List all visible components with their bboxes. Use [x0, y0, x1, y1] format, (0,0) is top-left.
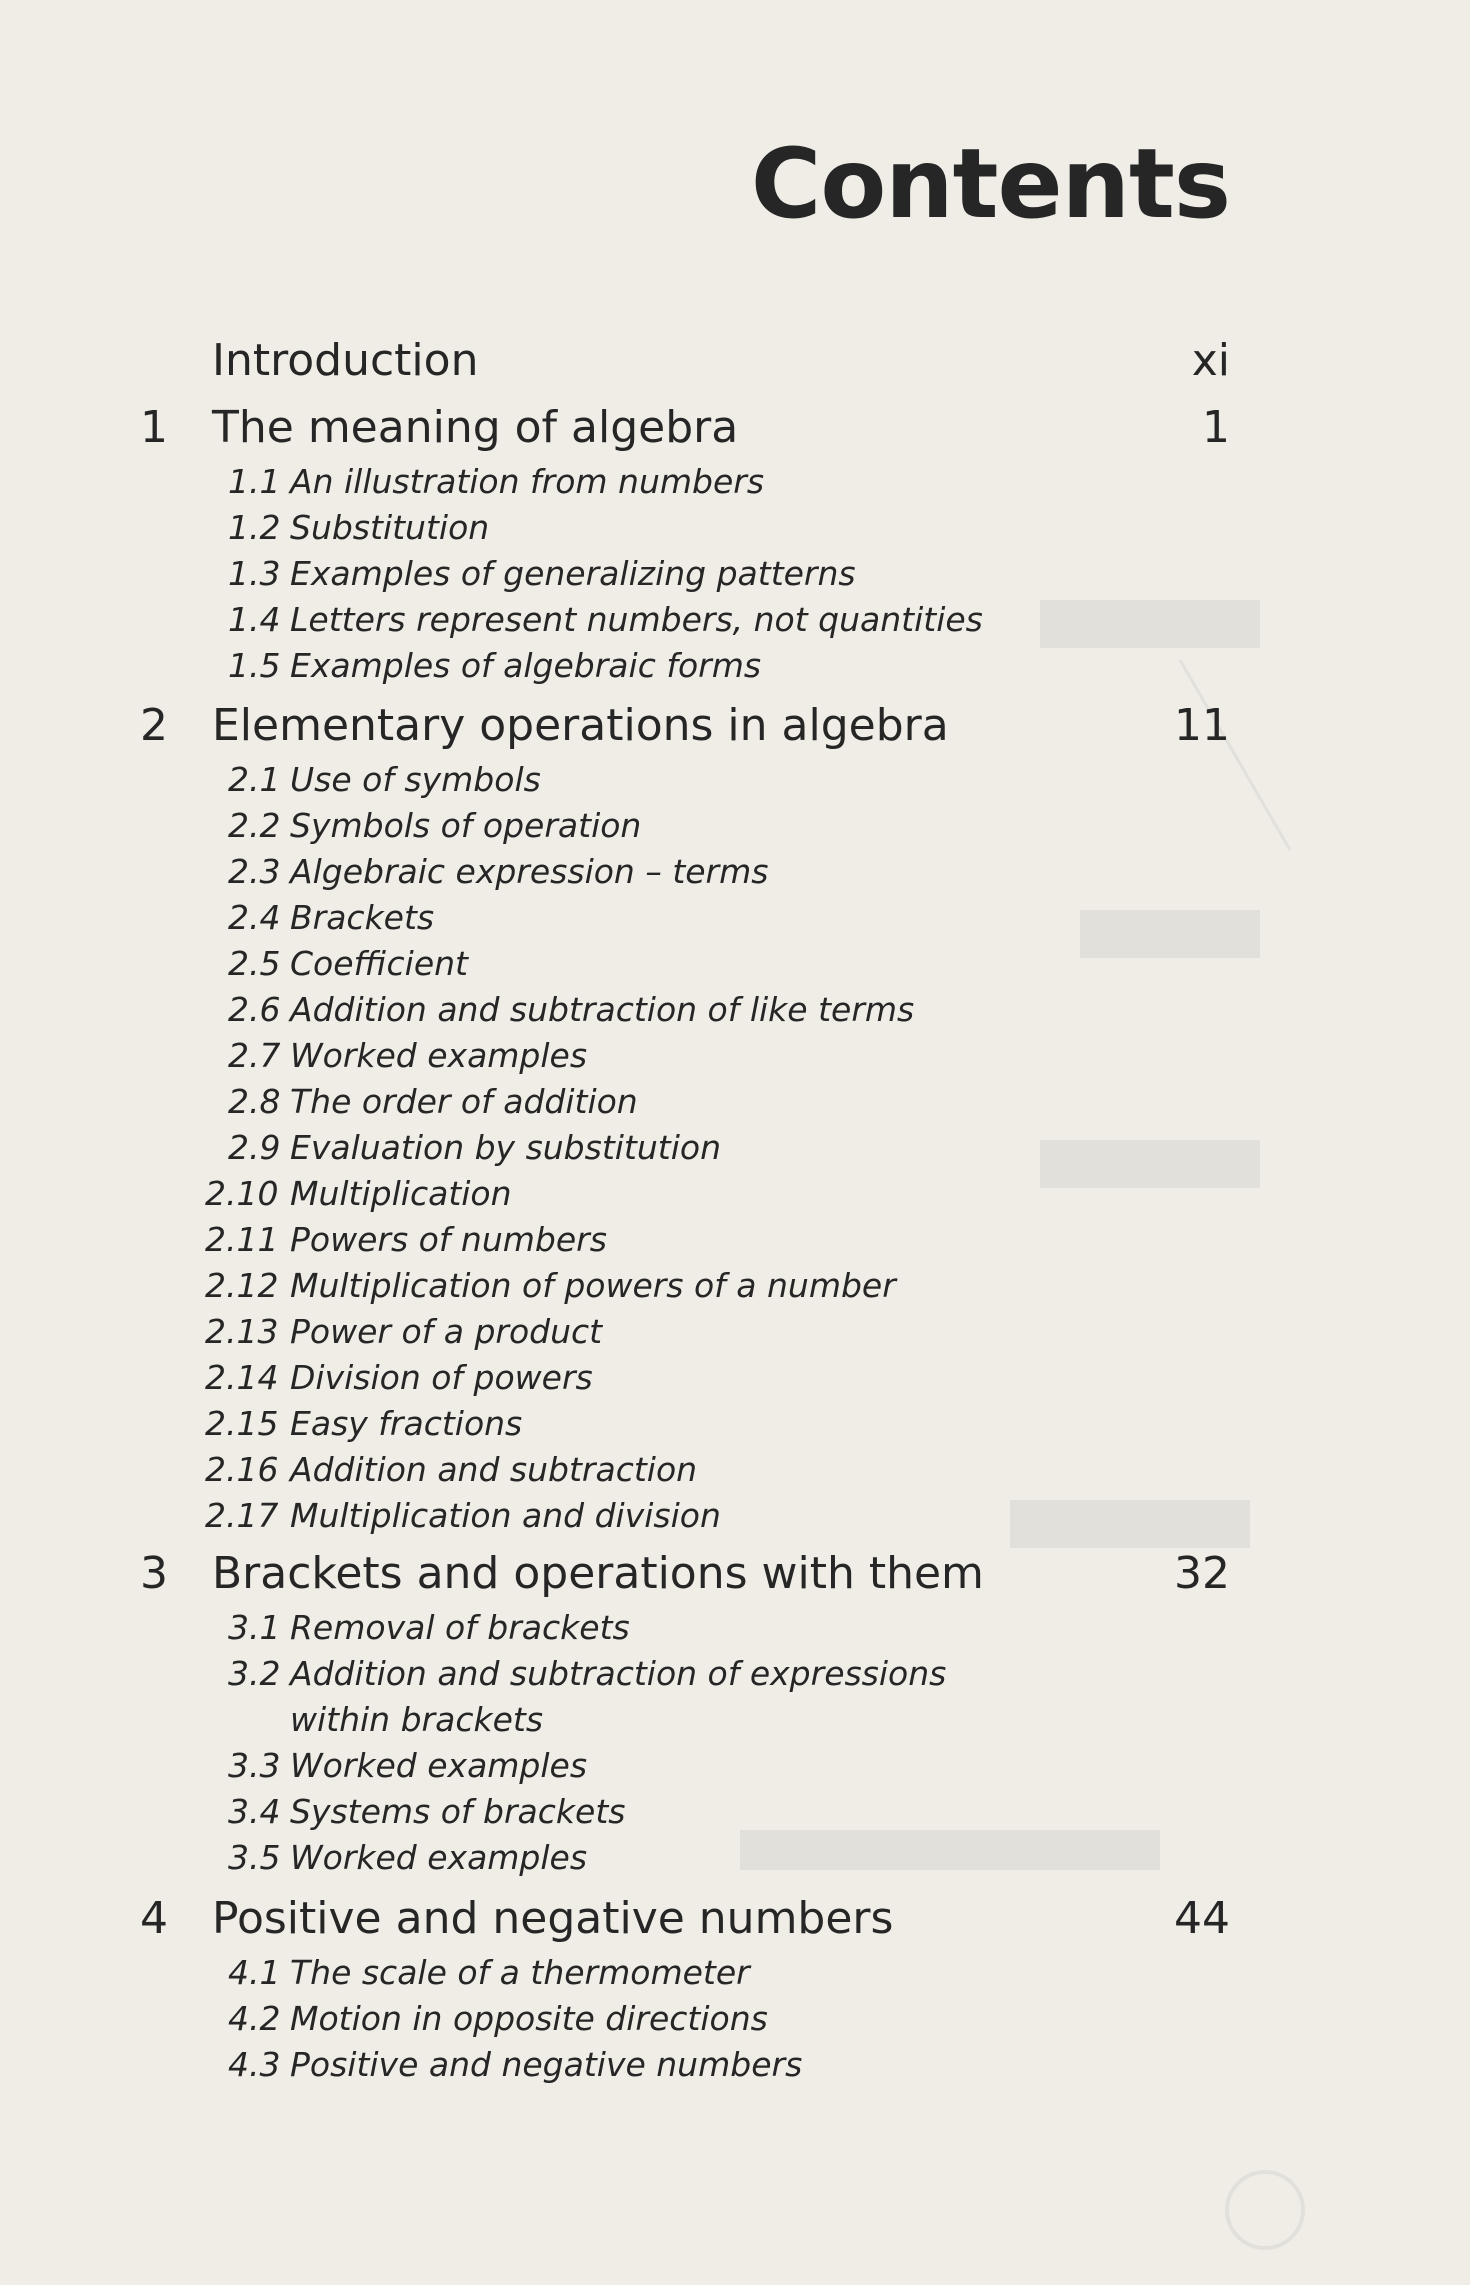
- section-number: 2.10: [205, 1174, 279, 1213]
- chapter-title: The meaning of algebra: [212, 402, 739, 453]
- section-entry[interactable]: [228, 1128, 1128, 1170]
- section-entry[interactable]: [228, 1036, 1128, 1078]
- intro-entry[interactable]: [140, 335, 1230, 391]
- section-number: 1.1: [228, 462, 281, 501]
- section-title: Division of powers: [290, 1358, 593, 1397]
- section-title: Evaluation by substitution: [290, 1128, 721, 1167]
- section-number: 2.5: [228, 944, 281, 983]
- section-entry[interactable]: [228, 852, 1128, 894]
- chapter-title: Brackets and operations with them: [212, 1548, 984, 1599]
- section-title: Algebraic expression – terms: [290, 852, 769, 891]
- section-number: 2.9: [228, 1128, 281, 1167]
- section-title: Letters represent numbers, not quantities: [290, 600, 983, 639]
- section-entry[interactable]: [205, 1358, 1105, 1400]
- section-title: Removal of brackets: [290, 1608, 630, 1647]
- section-number: 3.5: [228, 1838, 281, 1877]
- section-title: Worked examples: [290, 1036, 588, 1075]
- intro-title: Introduction: [212, 335, 479, 386]
- section-title: Systems of brackets: [290, 1792, 626, 1831]
- section-number: 2.2: [228, 806, 281, 845]
- section-entry[interactable]: [205, 1174, 1105, 1216]
- section-title: An illustration from numbers: [290, 462, 765, 501]
- section-number: 2.6: [228, 990, 281, 1029]
- section-entry[interactable]: [205, 1450, 1105, 1492]
- section-title: The order of addition: [290, 1082, 638, 1121]
- section-number: 1.5: [228, 646, 281, 685]
- section-number: 2.12: [205, 1266, 279, 1305]
- section-title: Easy fractions: [290, 1404, 523, 1443]
- section-number: 2.4: [228, 898, 281, 937]
- section-title: Brackets: [290, 898, 435, 937]
- section-number: 2.16: [205, 1450, 279, 1489]
- section-title: Multiplication and division: [290, 1496, 721, 1535]
- section-title: Positive and negative numbers: [290, 2045, 803, 2084]
- section-entry[interactable]: [228, 1953, 1128, 1995]
- section-title: Addition and subtraction of like terms: [290, 990, 915, 1029]
- section-number: 3.1: [228, 1608, 281, 1647]
- section-number: 1.2: [228, 508, 281, 547]
- section-entry[interactable]: [228, 898, 1128, 940]
- section-entry[interactable]: [228, 1608, 1128, 1650]
- section-number: 2.3: [228, 852, 281, 891]
- section-title: Worked examples: [290, 1746, 588, 1785]
- section-title: Substitution: [290, 508, 490, 547]
- section-title: Power of a product: [290, 1312, 603, 1351]
- section-entry[interactable]: [228, 554, 1128, 596]
- chapter-number: 1: [140, 402, 168, 453]
- chapter-title: Elementary operations in algebra: [212, 700, 949, 751]
- section-entry[interactable]: [228, 462, 1128, 504]
- chapter-page: 44: [1174, 1893, 1230, 1944]
- section-entry[interactable]: [228, 600, 1128, 642]
- section-entry[interactable]: [228, 1999, 1128, 2041]
- section-number: 1.4: [228, 600, 281, 639]
- section-entry[interactable]: [228, 2045, 1128, 2087]
- section-title: Symbols of operation: [290, 806, 642, 845]
- section-title: Motion in opposite directions: [290, 1999, 768, 2038]
- chapter-number: 4: [140, 1893, 168, 1944]
- section-entry[interactable]: [228, 1838, 1128, 1880]
- section-title: Examples of generalizing patterns: [290, 554, 856, 593]
- section-number: 4.2: [228, 1999, 281, 2038]
- chapter-entry[interactable]: [140, 402, 1230, 458]
- section-entry[interactable]: [205, 1266, 1105, 1308]
- section-title: Examples of algebraic forms: [290, 646, 762, 685]
- section-entry[interactable]: [205, 1312, 1105, 1354]
- section-number: 2.1: [228, 760, 281, 799]
- section-number: 4.1: [228, 1953, 281, 1992]
- chapter-entry[interactable]: [140, 1548, 1230, 1604]
- section-entry[interactable]: [228, 1792, 1128, 1834]
- chapter-page: 1: [1202, 402, 1230, 453]
- section-number: 2.8: [228, 1082, 281, 1121]
- section-entry[interactable]: [228, 1746, 1128, 1788]
- chapter-page: 11: [1174, 700, 1230, 751]
- section-number: 3.3: [228, 1746, 281, 1785]
- chapter-page: 32: [1174, 1548, 1230, 1599]
- section-number: 2.7: [228, 1036, 281, 1075]
- section-title: Multiplication of powers of a number: [290, 1266, 896, 1305]
- section-entry[interactable]: [228, 806, 1128, 848]
- section-title: Coefficient: [290, 944, 468, 983]
- section-title: Powers of numbers: [290, 1220, 607, 1259]
- section-number: 3.2: [228, 1654, 281, 1693]
- chapter-number: 2: [140, 700, 168, 751]
- section-entry[interactable]: [228, 760, 1128, 802]
- page-title: Contents: [750, 128, 1230, 240]
- section-number: 3.4: [228, 1792, 281, 1831]
- section-entry[interactable]: [205, 1404, 1105, 1446]
- section-entry[interactable]: [228, 508, 1128, 550]
- section-title: Addition and subtraction: [290, 1450, 698, 1489]
- section-title: Multiplication: [290, 1174, 512, 1213]
- section-entry[interactable]: [205, 1220, 1105, 1262]
- section-title: The scale of a thermometer: [290, 1953, 750, 1992]
- section-entry[interactable]: [228, 1082, 1128, 1124]
- chapter-entry[interactable]: [140, 1893, 1230, 1949]
- section-number: 2.15: [205, 1404, 279, 1443]
- section-title-continued: within brackets: [290, 1700, 544, 1739]
- chapter-number: 3: [140, 1548, 168, 1599]
- section-number: 4.3: [228, 2045, 281, 2084]
- section-title: Worked examples: [290, 1838, 588, 1877]
- section-number: 1.3: [228, 554, 281, 593]
- section-title: Use of symbols: [290, 760, 541, 799]
- chapter-entry[interactable]: [140, 700, 1230, 756]
- section-number: 2.14: [205, 1358, 279, 1397]
- intro-page: xi: [1191, 335, 1230, 386]
- section-entry[interactable]: [228, 646, 1128, 688]
- section-entry[interactable]: [228, 944, 1128, 986]
- section-title: Addition and subtraction of expressions: [290, 1654, 947, 1693]
- section-entry[interactable]: [228, 990, 1128, 1032]
- section-entry[interactable]: [228, 1654, 1128, 1740]
- chapter-title: Positive and negative numbers: [212, 1893, 894, 1944]
- section-entry[interactable]: [205, 1496, 1105, 1538]
- section-number: 2.11: [205, 1220, 279, 1259]
- section-number: 2.13: [205, 1312, 279, 1351]
- section-number: 2.17: [205, 1496, 279, 1535]
